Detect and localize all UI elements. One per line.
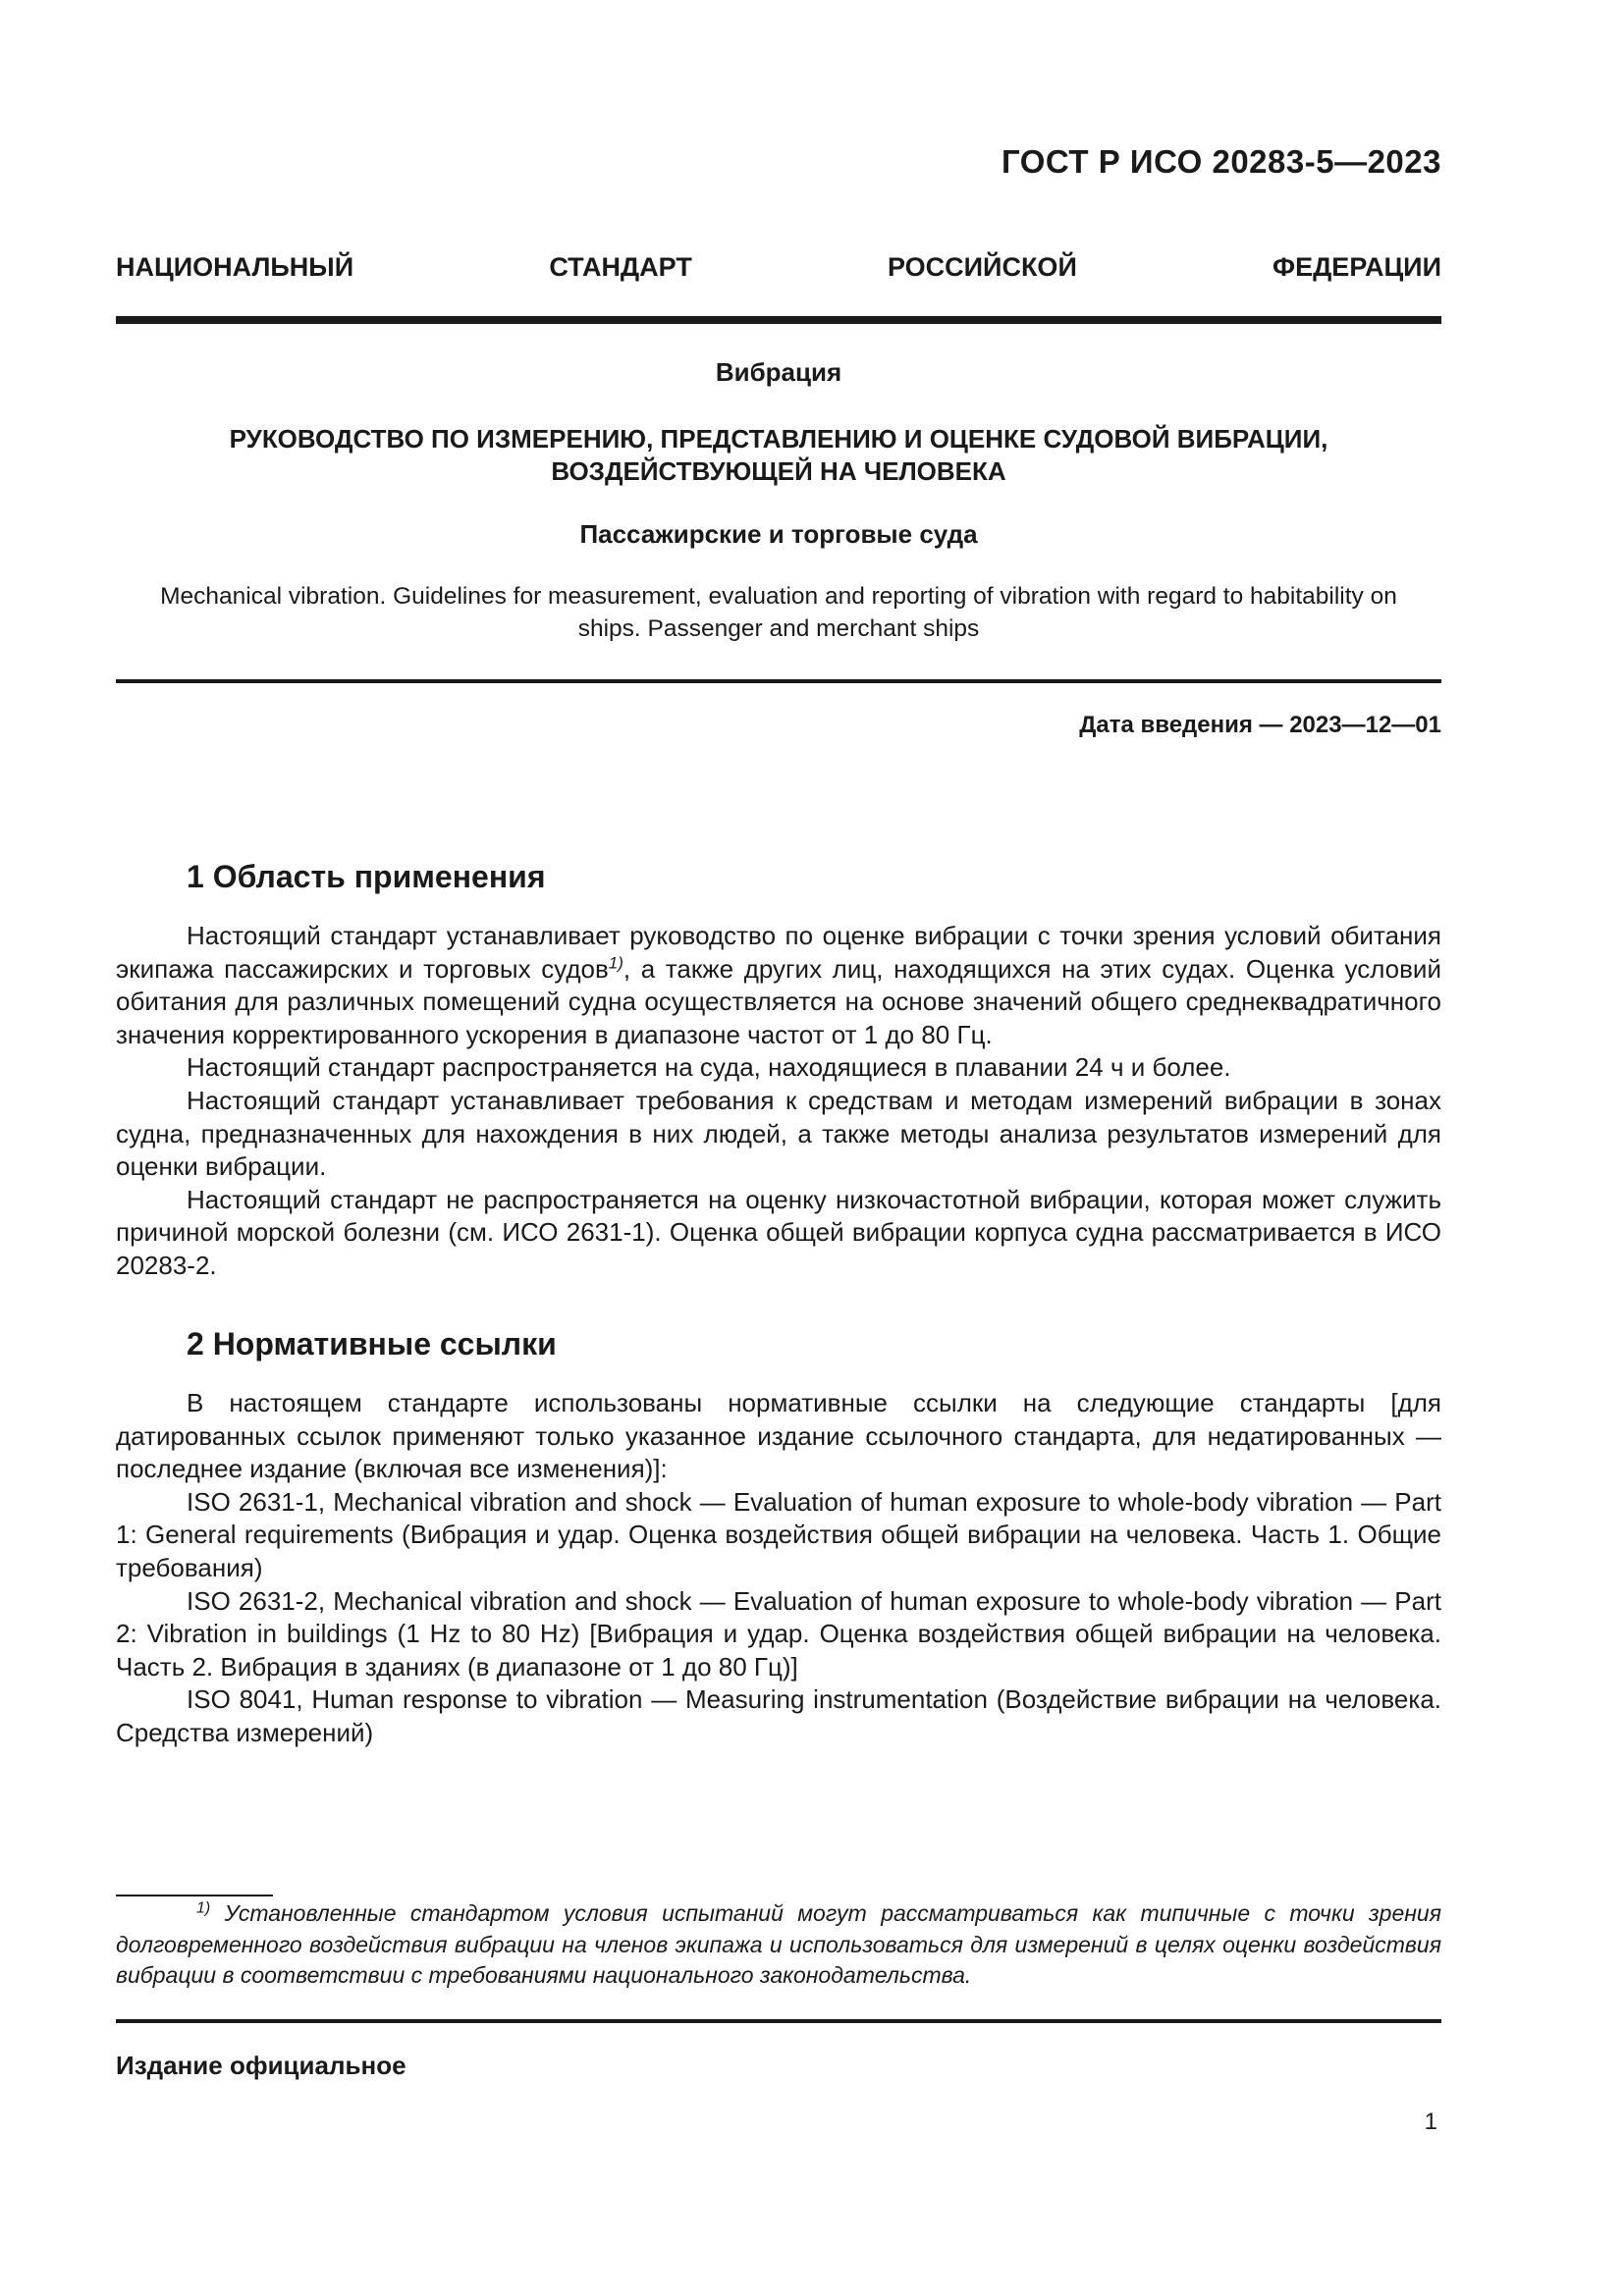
topic-title: Вибрация [715, 357, 842, 387]
section-2-heading: 2 Нормативные ссылки [187, 1326, 557, 1362]
page-number: 1 [1424, 2109, 1437, 2135]
national-standard-banner: НАЦИОНАЛЬНЫЙ СТАНДАРТ РОССИЙСКОЙ ФЕДЕРАЦИИ [116, 252, 1441, 282]
title-rule [116, 679, 1441, 683]
footnote [116, 1898, 1441, 1992]
standard-code: ГОСТ Р ИСО 20283-5—2023 [1001, 143, 1441, 180]
section-1-paragraph: Настоящий стандарт распространяется на суда, находящиеся в плавании 24 ч и более. [187, 1052, 1231, 1083]
reference-item: ISO 8041, Human response to vibration — Measuring instrumentation (Воздействие вибрации на человека. Средства измерений) [116, 1684, 1441, 1747]
section-1-paragraph: Настоящий стандарт устанавливает требования к средствам и методам измерений вибрации в зонах судна, предназначенных для нахождения в них людей, а также методы анализа результатов измерений для оценки вибрации. [116, 1085, 1441, 1182]
header-rule [116, 316, 1441, 324]
introduction-date: Дата введения — 2023—12—01 [1079, 712, 1441, 738]
footnote-ref: 1) [608, 952, 623, 972]
footnote-mark: 1) [196, 1899, 211, 1917]
reference-item: ISO 2631-1, Mechanical vibration and shock — Evaluation of human exposure to whole-body vibration — Part 1: General requirements (Вибрация и удар. Оценка воздействия общей вибрации на человека. Часть 1. Общие требования) [116, 1486, 1441, 1582]
footnote-separator [116, 1895, 273, 1896]
footer-rule [116, 2019, 1441, 2023]
footnote-text: Установленные стандартом условия испытаний могут рассматриваться как типичные с точки зрения долговременного воздействия вибрации на членов экипажа и использоваться для измерений в целях оценки воздействия вибрации в соответствии с требованиями национального законодательства. [116, 1900, 1441, 1988]
section-1-heading: 1 Область применения [187, 859, 546, 894]
subtitle: Пассажирские и торговые суда [579, 519, 978, 549]
paragraph-text: , а также других лиц, находящихся на этих судах. Оценка условий обитания для различных помещений судна осуществляется на основе значений общего среднеквадратичного значения корректированного ускорения в диапазоне частот от 1 до 80 Гц. [116, 953, 1441, 1049]
paragraph-text: Настоящий стандарт устанавливает руководство по оценке вибрации с точки зрения условий обитания экипажа пассажирских и торговых судов [116, 921, 1441, 984]
section-1-paragraph: Настоящий стандарт не распространяется на оценку низкочастотной вибрации, которая может служить причиной морской болезни (см. ИСО 2631-1). Оценка общей вибрации корпуса судна рассматривается в ИСО 20283-2. [116, 1184, 1441, 1280]
official-edition-label: Издание официальное [116, 2051, 406, 2080]
section-2-body [116, 1387, 1441, 1750]
footnote-text-wrap [116, 1898, 1441, 1992]
english-title: Mechanical vibration. Guidelines for measurement, evaluation and reporting of vibration with regard to habitability on ships. Passenger and merchant ships [160, 583, 1397, 642]
main-title: РУКОВОДСТВО ПО ИЗМЕРЕНИЮ, ПРЕДСТАВЛЕНИЮ И ОЦЕНКЕ СУДОВОЙ ВИБРАЦИИ, ВОЗДЕЙСТВУЮЩЕЙ НА ЧЕЛОВЕКА [229, 424, 1328, 486]
section-1-paragraph [116, 920, 1441, 1051]
section-1-body [116, 920, 1441, 1283]
section-2-intro: В настоящем стандарте использованы нормативные ссылки на следующие стандарты [для датированных ссылок применяют только указанное издание ссылочного стандарта, для недатированных — последнее издание (включая все изменения)]: [116, 1388, 1441, 1484]
reference-item: ISO 2631-2, Mechanical vibration and shock — Evaluation of human exposure to whole-body vibration — Part 2: Vibration in buildings (1 Hz to 80 Hz) [Вибрация и удар. Оценка воздействия общей вибрации на человека. Часть 2. Вибрация в зданиях (в диапазоне от 1 до 80 Гц)] [116, 1585, 1441, 1682]
